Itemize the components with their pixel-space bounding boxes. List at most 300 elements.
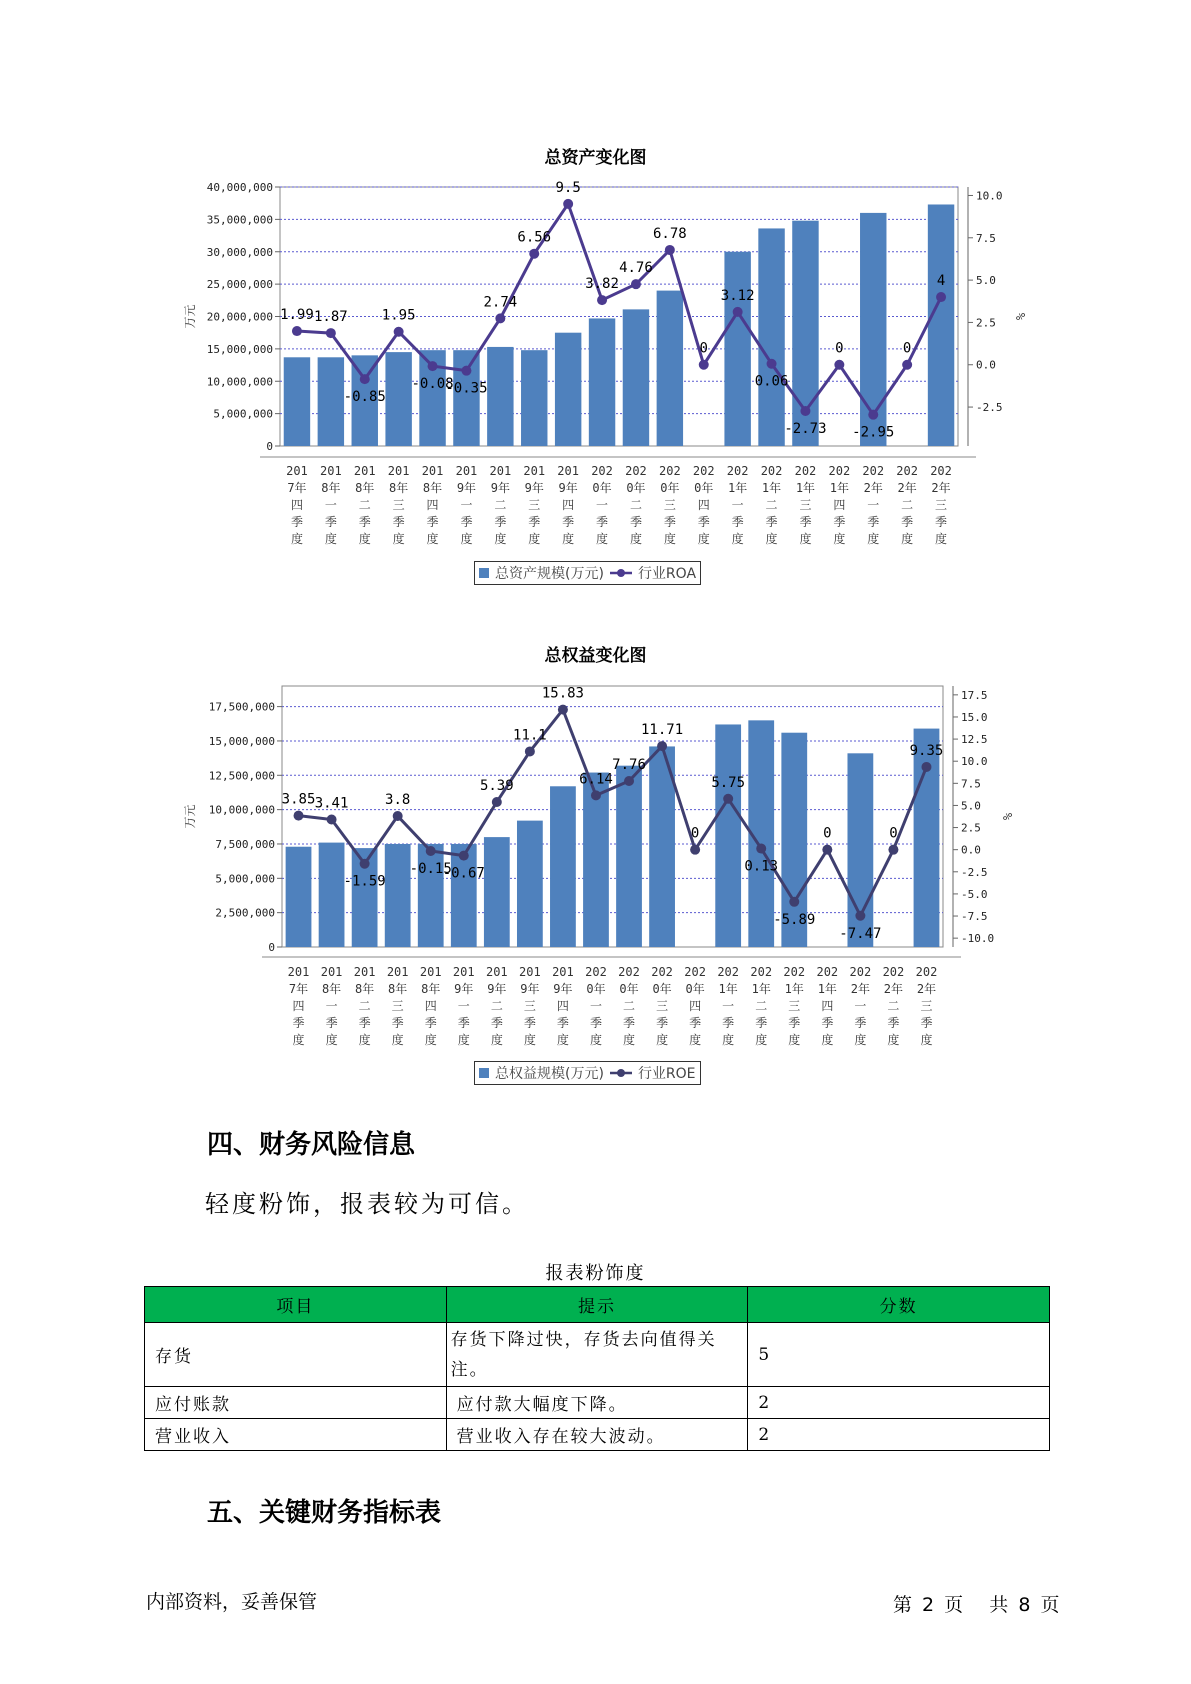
x-tick-label: 8年 bbox=[421, 982, 441, 996]
x-tick-label: 四 bbox=[290, 498, 303, 512]
data-label: 3.8 bbox=[385, 792, 411, 809]
line-point bbox=[394, 327, 404, 337]
x-tick-label: 季 bbox=[562, 515, 575, 529]
x-tick-label: 度 bbox=[292, 1033, 305, 1047]
data-label: -1.59 bbox=[343, 873, 386, 890]
x-tick-label: 季 bbox=[426, 515, 439, 529]
y2-tick-label: 0.0 bbox=[961, 843, 981, 857]
x-tick-label: 四 bbox=[689, 999, 702, 1013]
y-tick-label: 7,500,000 bbox=[215, 837, 275, 851]
x-tick-label: 季 bbox=[731, 515, 744, 529]
x-tick-label: 二 bbox=[901, 498, 914, 512]
bar bbox=[715, 724, 741, 947]
x-tick-label: 季 bbox=[656, 1016, 669, 1030]
x-tick-label: 201 bbox=[387, 464, 410, 478]
y2-tick-label: 10.0 bbox=[976, 189, 1003, 203]
x-tick-label: 季 bbox=[901, 515, 914, 529]
line-point bbox=[459, 851, 469, 861]
x-tick-label: 季 bbox=[460, 515, 473, 529]
x-tick-label: 202 bbox=[915, 965, 938, 979]
x-tick-label: 一 bbox=[854, 999, 867, 1013]
data-label: -5.89 bbox=[773, 911, 816, 928]
x-tick-label: 1年 bbox=[728, 481, 748, 495]
y2-axis-label: % bbox=[1001, 812, 1015, 821]
data-label: 11.71 bbox=[640, 722, 684, 739]
y-axis-label: 万元 bbox=[183, 304, 197, 329]
x-tick-label: 0年 bbox=[694, 481, 714, 495]
x-tick-label: 二 bbox=[358, 999, 371, 1013]
x-tick-label: 季 bbox=[494, 515, 507, 529]
x-tick-label: 201 bbox=[489, 464, 512, 478]
x-tick-label: 二 bbox=[623, 999, 636, 1013]
chart1-legend bbox=[474, 561, 701, 585]
x-tick-label: 季 bbox=[689, 1016, 702, 1030]
table-row bbox=[145, 1387, 1050, 1419]
x-tick-label: 1年 bbox=[795, 481, 816, 495]
chart2-title: 总权益变化图 bbox=[544, 646, 647, 666]
bar bbox=[914, 729, 940, 947]
data-label: 4.76 bbox=[619, 260, 653, 277]
x-tick-label: 度 bbox=[460, 532, 473, 546]
line-point bbox=[426, 846, 436, 856]
data-label: -0.08 bbox=[411, 376, 454, 393]
y-tick-label: 15,000,000 bbox=[208, 734, 275, 748]
y-tick-label: 15,000,000 bbox=[206, 342, 273, 356]
x-tick-label: 8年 bbox=[321, 481, 341, 495]
line-point bbox=[733, 307, 743, 317]
x-tick-label: 季 bbox=[457, 1016, 470, 1030]
x-tick-label: 度 bbox=[788, 1033, 801, 1047]
x-tick-label: 度 bbox=[722, 1033, 735, 1047]
data-label: 3.41 bbox=[314, 795, 349, 812]
line-point bbox=[767, 359, 777, 369]
x-tick-label: 二 bbox=[765, 498, 778, 512]
x-tick-label: 8年 bbox=[388, 982, 408, 996]
x-tick-label: 8年 bbox=[422, 481, 443, 495]
x-tick-label: 度 bbox=[867, 532, 880, 546]
x-tick-label: 三 bbox=[920, 999, 933, 1013]
x-tick-label: 四 bbox=[424, 999, 437, 1013]
y2-tick-label: -10.0 bbox=[961, 932, 995, 946]
y-tick-label: 12,500,000 bbox=[208, 769, 275, 783]
y2-tick-label: -5.0 bbox=[961, 887, 988, 901]
x-tick-label: 四 bbox=[697, 498, 710, 512]
x-tick-label: 8年 bbox=[355, 982, 375, 996]
row-score: 2 bbox=[748, 1419, 1050, 1451]
total-equity-chart bbox=[0, 600, 1191, 1100]
data-label: 9.35 bbox=[909, 742, 944, 759]
x-tick-label: 度 bbox=[528, 532, 541, 546]
line-point bbox=[665, 245, 675, 255]
line-legend-swatch bbox=[610, 1068, 632, 1078]
x-tick-label: 二 bbox=[887, 999, 900, 1013]
x-tick-label: 季 bbox=[765, 515, 778, 529]
x-tick-label: 7年 bbox=[288, 982, 309, 996]
x-tick-label: 度 bbox=[901, 532, 914, 546]
chart1-legend-bar-label: 总资产规模(万元) bbox=[495, 566, 604, 582]
x-tick-label: 季 bbox=[324, 515, 337, 529]
x-tick-label: 度 bbox=[854, 1033, 867, 1047]
x-tick-label: 二 bbox=[494, 498, 507, 512]
data-label: 0 bbox=[699, 340, 708, 357]
data-label: 0.06 bbox=[754, 373, 789, 390]
x-tick-label: 0年 bbox=[652, 982, 672, 996]
x-tick-label: 季 bbox=[920, 1016, 933, 1030]
x-tick-label: 三 bbox=[788, 999, 801, 1013]
y-tick-label: 10,000,000 bbox=[208, 803, 275, 817]
x-tick-label: 一 bbox=[324, 498, 337, 512]
data-label: -0.15 bbox=[409, 861, 452, 878]
row-score: 2 bbox=[748, 1387, 1050, 1419]
data-label: 5.75 bbox=[711, 774, 746, 791]
x-tick-label: 三 bbox=[392, 498, 405, 512]
y2-tick-label: 17.5 bbox=[961, 688, 988, 702]
data-label: 0 bbox=[823, 825, 832, 842]
x-tick-label: 度 bbox=[358, 1033, 371, 1047]
line-point bbox=[902, 360, 912, 370]
x-tick-label: 季 bbox=[358, 1016, 371, 1030]
x-tick-label: 202 bbox=[684, 965, 706, 979]
x-tick-label: 9年 bbox=[558, 481, 578, 495]
x-tick-label: 四 bbox=[556, 999, 569, 1013]
x-tick-label: 202 bbox=[692, 464, 715, 478]
bar bbox=[616, 766, 642, 947]
bar bbox=[319, 843, 345, 947]
x-tick-label: 季 bbox=[629, 515, 642, 529]
data-label: -2.73 bbox=[784, 420, 827, 437]
bar bbox=[284, 357, 310, 446]
line-point bbox=[631, 279, 641, 289]
x-tick-label: 201 bbox=[452, 965, 475, 979]
line-point bbox=[868, 410, 878, 420]
x-tick-label: 202 bbox=[930, 464, 952, 478]
bar bbox=[286, 847, 312, 947]
data-label: 1.95 bbox=[381, 307, 416, 324]
bar bbox=[657, 291, 683, 446]
line-point bbox=[525, 746, 535, 756]
x-tick-label: 度 bbox=[629, 532, 642, 546]
y-axis-label: 万元 bbox=[183, 804, 197, 829]
x-tick-label: 度 bbox=[457, 1033, 470, 1047]
x-tick-label: 季 bbox=[292, 1016, 305, 1030]
x-tick-label: 三 bbox=[391, 999, 404, 1013]
data-label: -0.67 bbox=[442, 865, 485, 882]
x-tick-label: 9年 bbox=[454, 982, 474, 996]
y-tick-label: 35,000,000 bbox=[206, 213, 273, 227]
x-tick-label: 202 bbox=[659, 464, 681, 478]
x-tick-label: 季 bbox=[589, 1016, 602, 1030]
x-tick-label: 一 bbox=[722, 999, 735, 1013]
x-tick-label: 度 bbox=[689, 1033, 702, 1047]
header-score: 分数 bbox=[748, 1287, 1050, 1323]
x-tick-label: 202 bbox=[794, 464, 817, 478]
x-tick-label: 202 bbox=[625, 464, 647, 478]
bar bbox=[521, 350, 547, 446]
x-tick-label: 季 bbox=[935, 515, 948, 529]
chart2-legend-bar-label: 总权益规模(万元) bbox=[495, 1066, 604, 1082]
y2-tick-label: 5.0 bbox=[976, 274, 996, 288]
x-tick-label: 三 bbox=[528, 498, 541, 512]
x-tick-label: 201 bbox=[353, 464, 376, 478]
x-tick-label: 度 bbox=[623, 1033, 636, 1047]
x-tick-label: 度 bbox=[392, 532, 405, 546]
row-item: 营业收入 bbox=[145, 1419, 447, 1451]
row-score: 5 bbox=[748, 1323, 1050, 1387]
x-tick-label: 一 bbox=[589, 999, 602, 1013]
line-point bbox=[563, 199, 573, 209]
x-tick-label: 二 bbox=[755, 999, 768, 1013]
x-tick-label: 度 bbox=[424, 1033, 437, 1047]
x-tick-label: 季 bbox=[424, 1016, 437, 1030]
x-tick-label: 度 bbox=[290, 532, 303, 546]
line-point bbox=[921, 762, 931, 772]
x-tick-label: 季 bbox=[887, 1016, 900, 1030]
data-label: 3.82 bbox=[585, 276, 619, 293]
data-label: 0 bbox=[902, 340, 912, 357]
x-tick-label: 度 bbox=[656, 1033, 669, 1047]
x-tick-label: 一 bbox=[325, 999, 338, 1013]
x-tick-label: 季 bbox=[528, 515, 541, 529]
x-tick-label: 8年 bbox=[321, 982, 342, 996]
x-tick-label: 202 bbox=[849, 965, 872, 979]
line-point bbox=[789, 897, 799, 907]
x-tick-label: 度 bbox=[556, 1033, 569, 1047]
x-tick-label: 9年 bbox=[524, 481, 544, 495]
x-tick-label: 202 bbox=[862, 464, 885, 478]
bar bbox=[484, 837, 510, 947]
table-row bbox=[145, 1419, 1050, 1451]
x-tick-label: 202 bbox=[750, 965, 773, 979]
x-tick-label: 201 bbox=[455, 464, 478, 478]
chart2-legend-line-label: 行业ROE bbox=[637, 1066, 696, 1082]
x-tick-label: 四 bbox=[562, 498, 575, 512]
x-tick-label: 201 bbox=[421, 464, 444, 478]
line-point bbox=[723, 794, 733, 804]
data-label: 7.76 bbox=[612, 757, 646, 774]
x-tick-label: 季 bbox=[556, 1016, 569, 1030]
line-point bbox=[855, 911, 865, 921]
bar bbox=[550, 786, 576, 947]
line-legend-swatch bbox=[610, 568, 632, 578]
table-row bbox=[145, 1323, 1050, 1387]
y-tick-label: 20,000,000 bbox=[206, 310, 273, 324]
whitewash-table bbox=[144, 1286, 1050, 1451]
table-caption: 报表粉饰度 bbox=[545, 1263, 646, 1284]
row-hint: 应付款大幅度下降。 bbox=[446, 1387, 748, 1419]
line-point bbox=[492, 797, 502, 807]
x-tick-label: 度 bbox=[523, 1033, 536, 1047]
y2-tick-label: 15.0 bbox=[961, 710, 988, 724]
row-hint: 营业收入存在较大波动。 bbox=[446, 1419, 748, 1451]
data-label: 6.56 bbox=[517, 229, 552, 246]
bar bbox=[385, 844, 411, 947]
line-point bbox=[597, 295, 607, 305]
x-tick-label: 201 bbox=[519, 965, 541, 979]
bar bbox=[385, 352, 411, 446]
y-tick-label: 0 bbox=[266, 440, 273, 453]
line-point bbox=[495, 313, 505, 323]
section4-text: 轻度粉饰，报表较为可信。 bbox=[205, 1190, 529, 1218]
x-tick-label: 一 bbox=[457, 999, 470, 1013]
x-tick-label: 季 bbox=[799, 515, 812, 529]
y-tick-label: 25,000,000 bbox=[206, 278, 273, 292]
data-label: 1.99 bbox=[280, 307, 314, 324]
x-tick-label: 2年 bbox=[850, 982, 870, 996]
y2-tick-label: 10.0 bbox=[961, 755, 988, 769]
x-tick-label: 四 bbox=[292, 999, 305, 1013]
x-tick-label: 度 bbox=[663, 532, 676, 546]
data-label: -0.35 bbox=[445, 380, 488, 397]
x-tick-label: 季 bbox=[358, 515, 371, 529]
bar bbox=[589, 318, 615, 446]
x-tick-label: 201 bbox=[286, 464, 308, 478]
x-tick-label: 1年 bbox=[784, 982, 804, 996]
line-point bbox=[292, 326, 302, 336]
y2-tick-label: 7.5 bbox=[976, 231, 996, 245]
x-tick-label: 季 bbox=[755, 1016, 768, 1030]
line-point bbox=[699, 360, 709, 370]
y2-tick-label: -2.5 bbox=[976, 401, 1003, 415]
x-tick-label: 201 bbox=[386, 965, 409, 979]
x-tick-label: 0年 bbox=[660, 481, 680, 495]
bar bbox=[453, 350, 479, 446]
x-tick-label: 度 bbox=[821, 1033, 834, 1047]
x-tick-label: 9年 bbox=[490, 481, 510, 495]
bar-legend-swatch bbox=[479, 1068, 489, 1078]
bar bbox=[758, 228, 784, 446]
x-tick-label: 二 bbox=[490, 999, 503, 1013]
x-tick-label: 度 bbox=[562, 532, 575, 546]
header-hint: 提示 bbox=[446, 1287, 748, 1323]
x-tick-label: 季 bbox=[867, 515, 880, 529]
x-tick-label: 一 bbox=[867, 498, 880, 512]
data-label: -0.85 bbox=[343, 389, 386, 406]
data-label: 2.74 bbox=[483, 294, 518, 311]
x-tick-label: 度 bbox=[697, 532, 710, 546]
x-tick-label: 三 bbox=[656, 999, 669, 1013]
bar-legend-swatch bbox=[479, 568, 489, 578]
x-tick-label: 202 bbox=[585, 965, 607, 979]
x-tick-label: 季 bbox=[697, 515, 710, 529]
x-tick-label: 8年 bbox=[355, 481, 375, 495]
bar bbox=[418, 844, 444, 947]
x-tick-label: 1年 bbox=[761, 481, 782, 495]
data-label: 1.87 bbox=[313, 309, 348, 326]
x-tick-label: 季 bbox=[623, 1016, 636, 1030]
x-tick-label: 202 bbox=[816, 965, 839, 979]
data-label: 0 bbox=[889, 825, 898, 842]
y-tick-label: 30,000,000 bbox=[206, 245, 273, 259]
x-tick-label: 度 bbox=[731, 532, 744, 546]
x-tick-label: 202 bbox=[726, 464, 749, 478]
x-tick-label: 季 bbox=[325, 1016, 338, 1030]
x-tick-label: 度 bbox=[490, 1033, 503, 1047]
x-tick-label: 202 bbox=[618, 965, 640, 979]
x-tick-label: 度 bbox=[799, 532, 812, 546]
x-tick-label: 201 bbox=[353, 965, 376, 979]
total-assets-chart bbox=[0, 0, 1191, 600]
x-tick-label: 一 bbox=[596, 498, 609, 512]
x-tick-label: 度 bbox=[887, 1033, 900, 1047]
x-tick-label: 季 bbox=[833, 515, 846, 529]
x-tick-label: 1年 bbox=[817, 982, 837, 996]
x-tick-label: 201 bbox=[320, 464, 342, 478]
x-tick-label: 202 bbox=[783, 965, 806, 979]
x-tick-label: 度 bbox=[494, 532, 507, 546]
line-point bbox=[393, 811, 403, 821]
data-label: 0.13 bbox=[744, 858, 779, 875]
x-tick-label: 0年 bbox=[626, 481, 646, 495]
line-point bbox=[461, 366, 471, 376]
data-label: 9.5 bbox=[555, 179, 581, 196]
bar bbox=[724, 252, 750, 446]
y2-tick-label: 0.0 bbox=[976, 358, 996, 372]
x-tick-label: 2年 bbox=[916, 982, 937, 996]
x-tick-label: 三 bbox=[663, 498, 676, 512]
x-tick-label: 0年 bbox=[592, 481, 612, 495]
data-label: 15.83 bbox=[541, 685, 585, 702]
x-tick-label: 7年 bbox=[287, 481, 307, 495]
x-tick-label: 四 bbox=[833, 498, 846, 512]
x-tick-label: 9年 bbox=[456, 481, 477, 495]
line-point bbox=[326, 328, 336, 338]
x-tick-label: 度 bbox=[765, 532, 778, 546]
x-tick-label: 季 bbox=[596, 515, 609, 529]
x-tick-label: 2年 bbox=[931, 481, 951, 495]
x-tick-label: 202 bbox=[651, 965, 673, 979]
row-hint: 存货下降过快，存货去向值得关注。 bbox=[446, 1323, 748, 1387]
line-point bbox=[800, 406, 810, 416]
x-tick-label: 9年 bbox=[487, 982, 507, 996]
x-tick-label: 201 bbox=[320, 965, 343, 979]
x-tick-label: 201 bbox=[557, 464, 579, 478]
section4-heading: 四、财务风险信息 bbox=[207, 1130, 416, 1160]
x-tick-label: 四 bbox=[426, 498, 439, 512]
x-tick-label: 四 bbox=[821, 999, 834, 1013]
data-label: -7.47 bbox=[839, 925, 882, 942]
x-tick-label: 2年 bbox=[863, 481, 883, 495]
footer-confidential: 内部资料，妥善保管 bbox=[146, 1591, 318, 1613]
y-tick-label: 17,500,000 bbox=[208, 700, 275, 714]
bar bbox=[517, 821, 543, 947]
x-tick-label: 201 bbox=[552, 965, 574, 979]
bar bbox=[928, 204, 954, 446]
y2-tick-label: 2.5 bbox=[976, 316, 996, 330]
data-label: 11.1 bbox=[513, 727, 547, 744]
line-point bbox=[834, 360, 844, 370]
y-tick-label: 10,000,000 bbox=[206, 375, 273, 389]
line-point bbox=[529, 249, 539, 259]
x-tick-label: 季 bbox=[854, 1016, 867, 1030]
line-point bbox=[591, 790, 601, 800]
x-tick-label: 202 bbox=[828, 464, 851, 478]
data-label: 4 bbox=[936, 273, 946, 290]
y-tick-label: 5,000,000 bbox=[215, 872, 275, 886]
x-tick-label: 201 bbox=[287, 965, 310, 979]
bar bbox=[555, 333, 581, 446]
x-tick-label: 一 bbox=[460, 498, 473, 512]
x-tick-label: 季 bbox=[722, 1016, 735, 1030]
x-tick-label: 1年 bbox=[718, 982, 738, 996]
x-tick-label: 0年 bbox=[586, 982, 606, 996]
x-tick-label: 度 bbox=[358, 532, 371, 546]
y2-tick-label: 2.5 bbox=[961, 821, 981, 835]
x-tick-label: 度 bbox=[755, 1033, 768, 1047]
table-header-row bbox=[145, 1287, 1050, 1323]
data-label: 6.14 bbox=[579, 771, 613, 788]
chart2-legend bbox=[474, 1061, 701, 1085]
x-tick-label: 季 bbox=[821, 1016, 834, 1030]
